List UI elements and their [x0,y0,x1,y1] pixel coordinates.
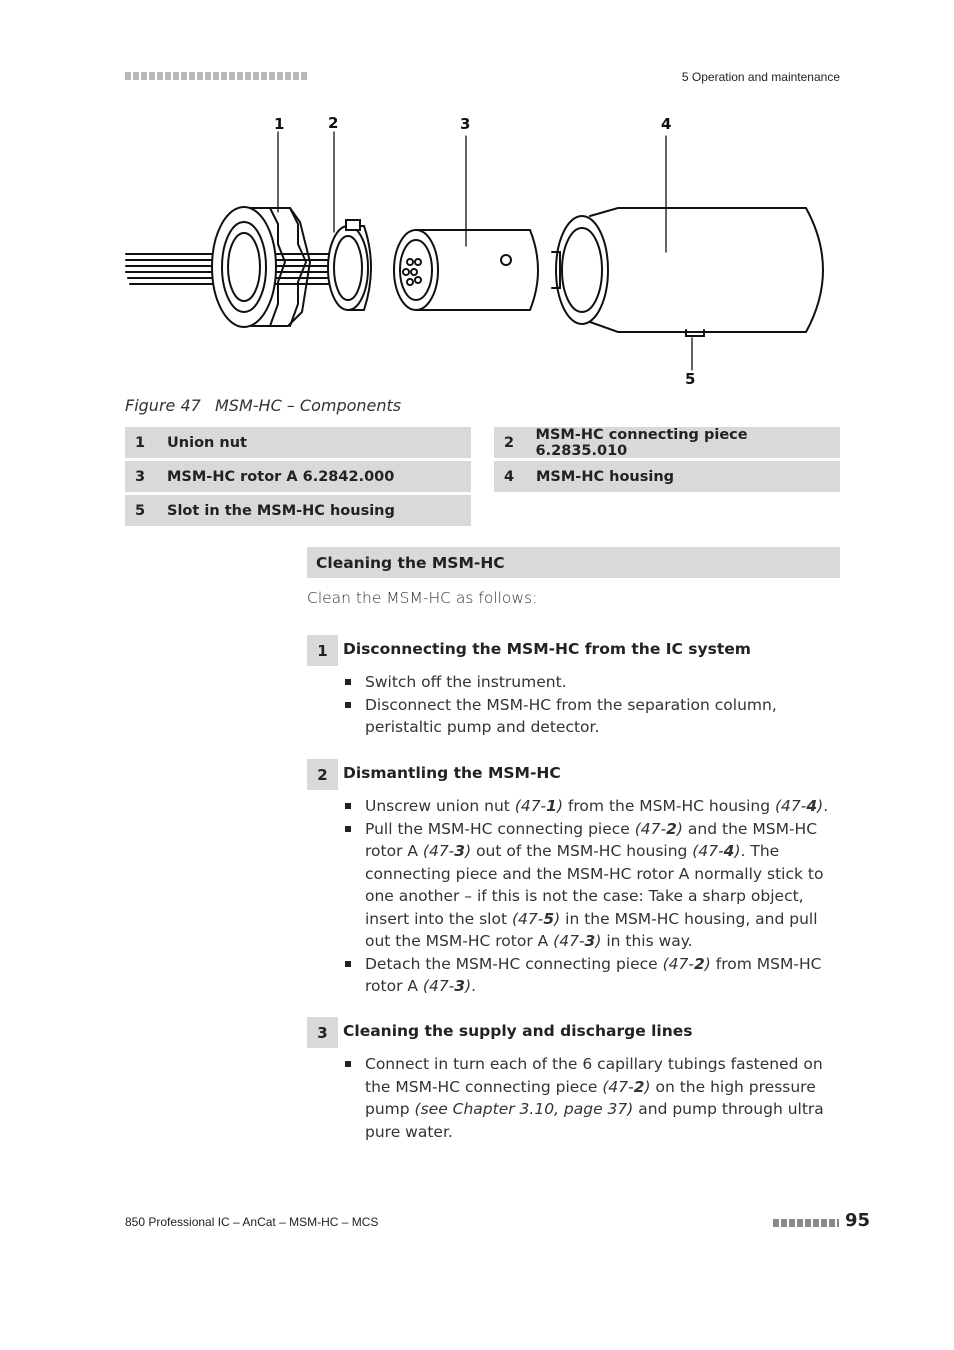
figure-reference: (47-1) [514,797,564,815]
legend-number: 2 [504,434,515,451]
msm-hc-components-figure [120,112,840,392]
footer-product: 850 Professional IC – AnCat – MSM-HC – MCS [125,1215,379,1229]
list-item: Connect in turn each of the 6 capillary tubings fastened on the MSM-HC connecting piece (47-2) on the high pressure pump (see Chapter 3.10, page 37) and pump through ultra pure water. [343,1053,840,1143]
list-item: Disconnect the MSM-HC from the separation column, peristaltic pump and detector. [343,694,840,739]
step-items [343,1053,840,1143]
figure-caption-number: Figure 47 [125,396,201,415]
housing-drawing [552,208,823,336]
figure-reference: (47-4) [775,797,824,815]
list-item: Detach the MSM-HC connecting piece (47-2) from MSM-HC rotor A (47-3). [343,953,840,998]
figure-reference: (47-2) [662,954,711,973]
step-title: Dismantling the MSM-HC [343,764,561,782]
legend-row [125,461,471,492]
connecting-piece-drawing [328,220,371,310]
figure-reference: (47-5) [511,909,561,928]
section-heading: Cleaning the MSM-HC [307,547,840,578]
callout-1: 1 [274,115,285,133]
callout-2: 2 [328,114,339,132]
footer-decoration [773,1219,839,1227]
header-decoration [125,72,307,80]
list-item: Switch off the instrument. [343,671,840,694]
section-intro: Clean the MSM-HC as follows: [307,589,538,607]
legend-number: 3 [135,468,146,485]
legend-row [494,461,840,492]
figure-reference: (47-4) [692,842,741,860]
step-items [343,671,840,739]
legend-row [125,495,471,526]
legend-row [494,427,840,458]
callout-5: 5 [685,370,696,388]
callout-4: 4 [661,115,672,133]
step-number: 1 [307,635,338,666]
cross-reference: (see Chapter 3.10, page 37) [414,1100,634,1118]
step-number: 3 [307,1017,338,1048]
legend-label: MSM-HC connecting piece 6.2835.010 [535,426,748,459]
step-title: Cleaning the supply and discharge lines [343,1022,693,1040]
legend-number: 1 [135,434,146,451]
figure-caption [125,396,401,415]
figure-reference: (47-2) [602,1077,651,1096]
legend-number: 4 [504,468,515,485]
legend-row [125,427,471,458]
legend-number: 5 [135,502,146,519]
legend-label: MSM-HC housing [536,468,675,485]
figure-reference: (47-2) [634,819,683,838]
figure-reference: (47-3) [553,932,602,950]
list-item: Unscrew union nut (47-1) from the MSM-HC housing (47-4). [343,795,840,818]
figure-reference: (47-3) [422,842,472,860]
header-section-title: 5 Operation and maintenance [681,70,840,84]
figure-reference: (47-3) [422,977,472,995]
page-number: 95 [845,1210,871,1231]
step-number: 2 [307,759,338,790]
callout-3: 3 [460,115,471,133]
legend-label: Slot in the MSM-HC housing [167,502,395,519]
legend-label: MSM-HC rotor A 6.2842.000 [167,468,395,485]
legend-label: Union nut [167,434,247,451]
list-item: Pull the MSM-HC connecting piece (47-2) and the MSM-HC rotor A (47-3) out of the MSM-HC housing (47-4). The connecting piece and the MSM-HC rotor A normally stick to one another – if this is not the case: Take a sharp object, insert into the slot (47-5) in the MSM-HC housing, and pull out the MSM-HC rotor A (47-3) in this way. [343,818,840,953]
step-items [343,795,840,998]
step-title: Disconnecting the MSM-HC from the IC system [343,640,751,658]
figure-caption-text: MSM-HC – Components [215,396,402,415]
